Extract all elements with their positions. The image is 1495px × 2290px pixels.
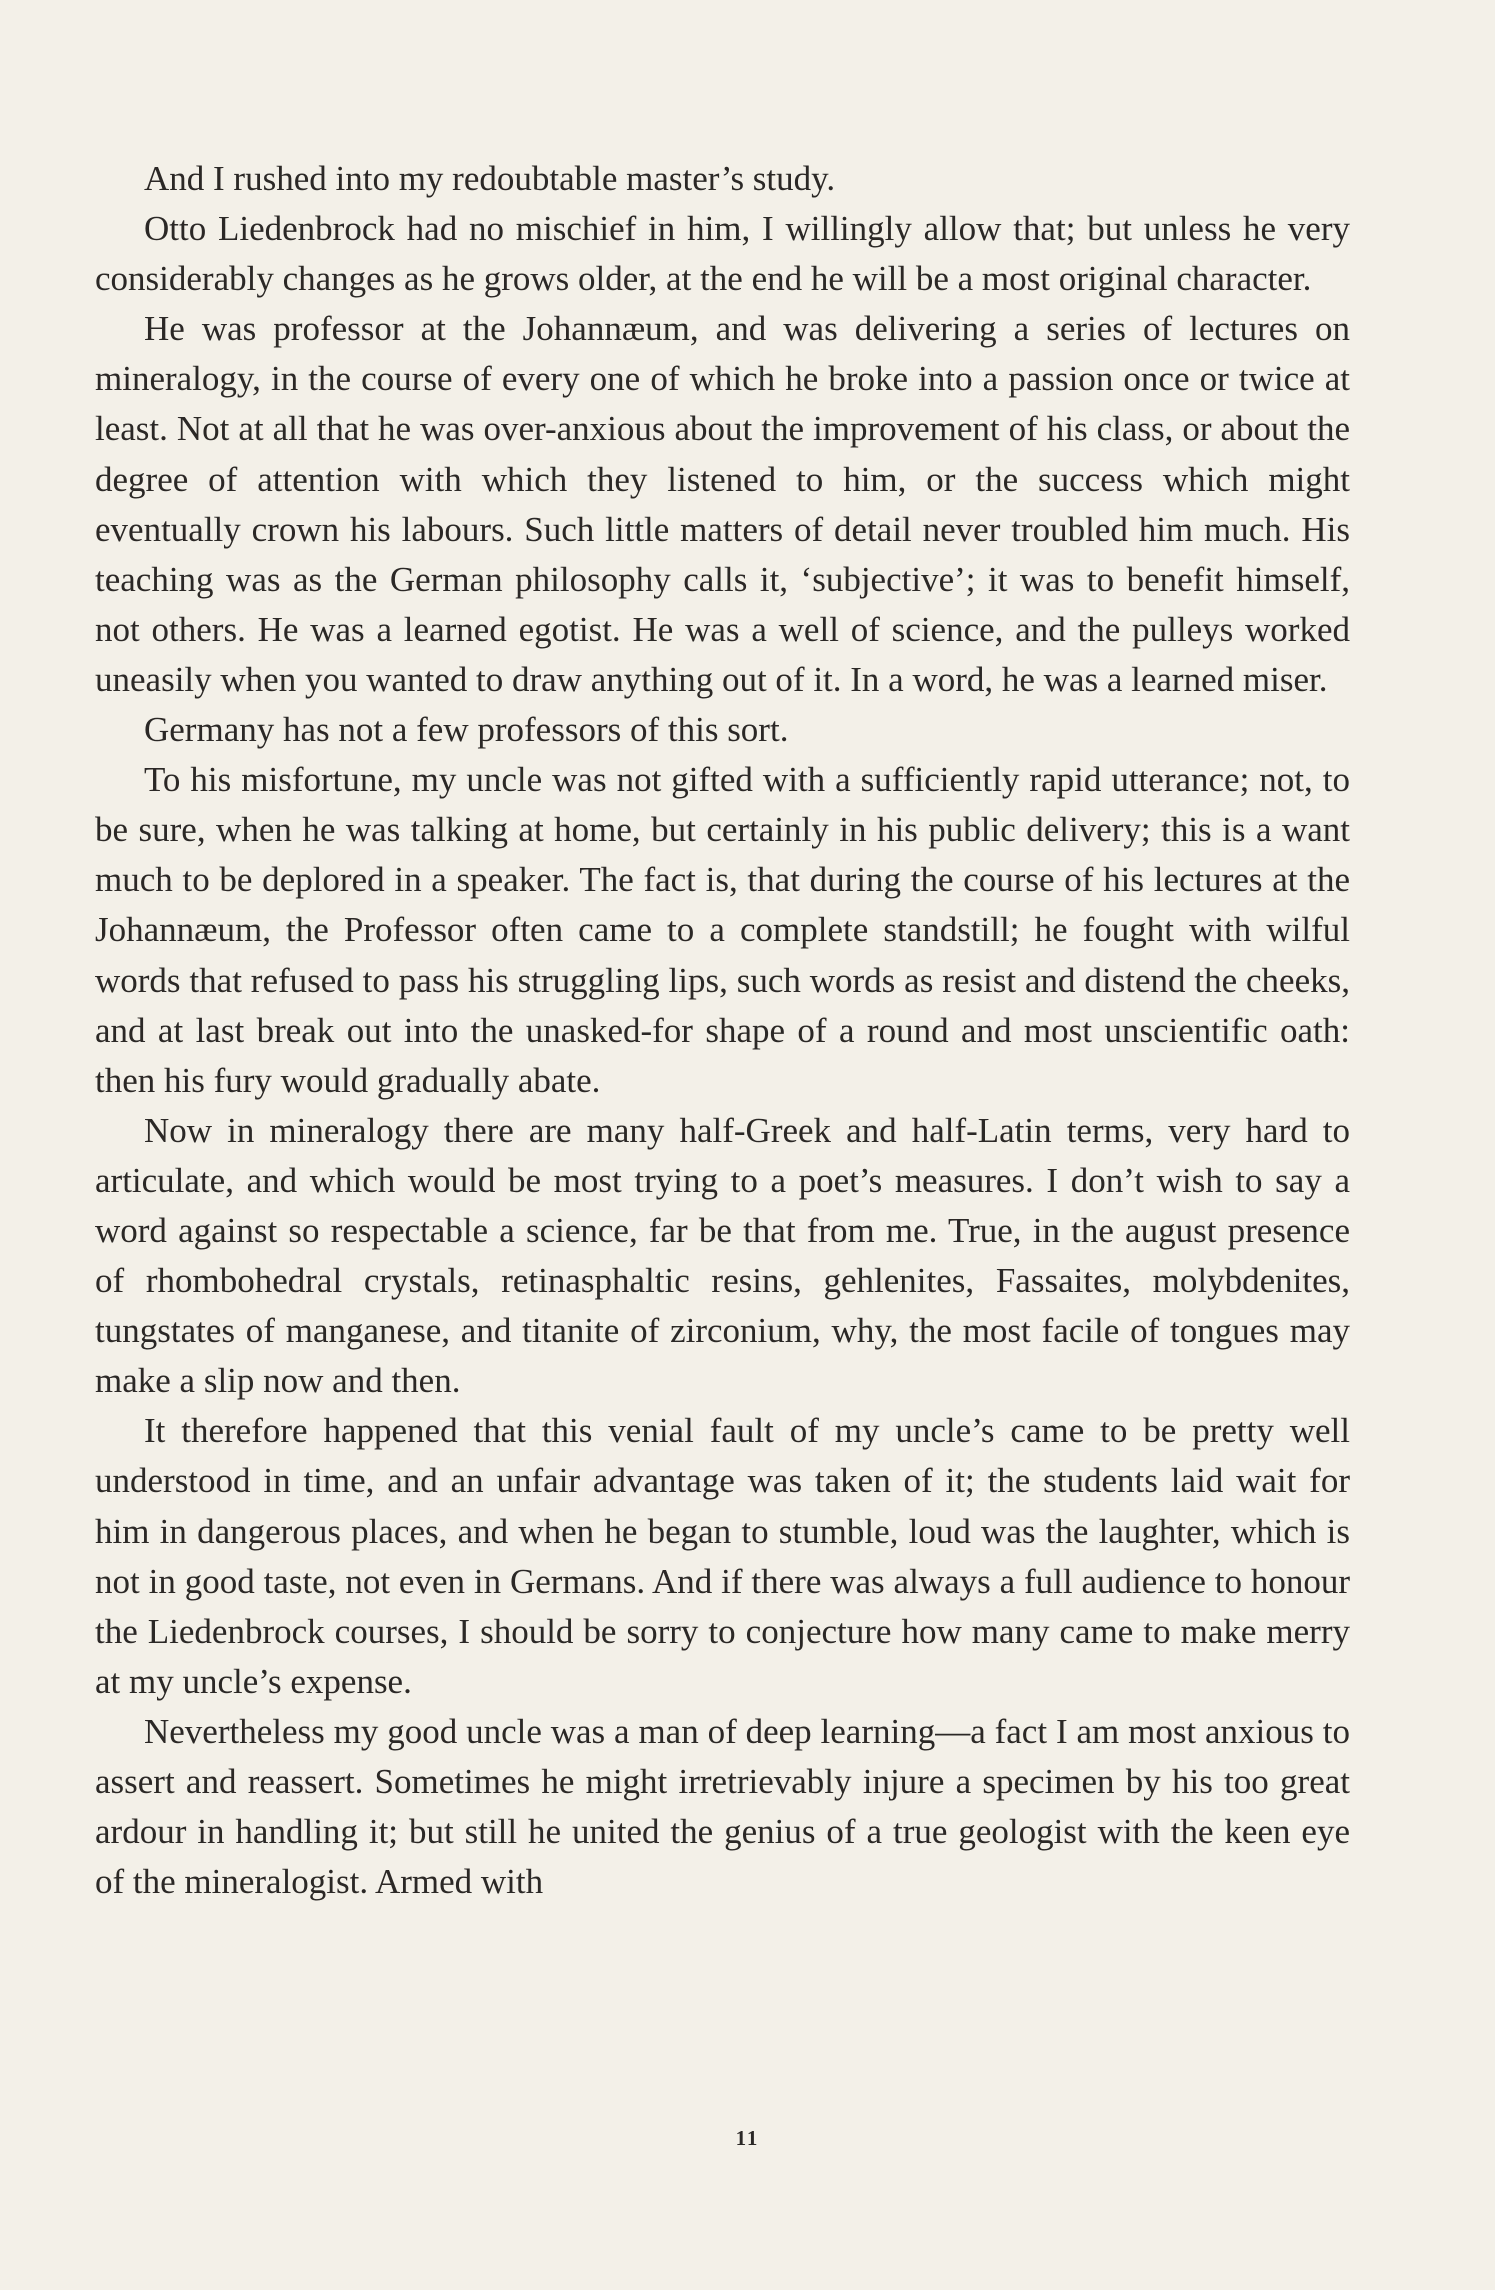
page-number: 11: [735, 2126, 760, 2150]
paragraph-2: Otto Liedenbrock had no mischief in him, I willingly allow that; but unless he very considerably changes as he grows older, at the end he will be a most original character.: [95, 209, 1350, 299]
paragraph-6: Now in mineralogy there are many half-Greek and half-Latin terms, very hard to articulate, and which would be most trying to a poet’s measures. I don’t wish to say a word against so respectable a science, far be that from me. True, in the august presence of rhombohedral crystals, retinasphaltic resins, gehlenites, Fassaites, molybdenites, tungstates of manganese, and titanite of zirconium, why, the most facile of tongues may make a slip now and then.: [95, 1110, 1350, 1401]
body-text: [95, 154, 1350, 1907]
paragraph-1: And I rushed into my redoubtable master’s study.: [144, 159, 836, 198]
paragraph-7: It therefore happened that this venial fault of my uncle’s came to be pretty well understood in time, and an unfair advantage was taken of it; the students laid wait for him in dangerous places, and when he began to stumble, loud was the laughter, which is not in good taste, not even in Germans. And if there was always a full audience to honour the Liedenbrock courses, I should be sorry to conjecture how many came to make merry at my uncle’s expense.: [95, 1411, 1350, 1701]
paragraph-3: He was professor at the Johannæum, and was delivering a series of lectures on mineralogy, in the course of every one of which he broke into a passion once or twice at least. Not at all that he was over-anxious about the improvement of his class, or about the degree of attention with which they listened to him, or the success which might eventually crown his labours. Such little matters of detail never troubled him much. His teaching was as the German philosophy calls it, ‘subjective’; it was to benefit himself, not others. He was a learned egotist. He was a well of science, and the pulleys worked uneasily when you wanted to draw anything out of it. In a word, he was a learned miser.: [95, 309, 1350, 699]
paragraph-8: Nevertheless my good uncle was a man of deep learning—a fact I am most anxious to assert and reassert. Sometimes he might irretrievably injure a specimen by his too great ardour in handling it; but still he united the genius of a true geologist with the keen eye of the mineralogist. Armed with: [95, 1711, 1350, 1902]
paragraph-5: To his misfortune, my uncle was not gifted with a sufficiently rapid utterance; not, to be sure, when he was talking at home, but certainly in his public delivery; this is a want much to be deplored in a speaker. The fact is, that during the course of his lectures at the Johannæum, the Professor often came to a complete standstill; he fought with wilful words that refused to pass his struggling lips, such words as resist and distend the cheeks, and at last break out into the unasked-for shape of a round and most unscientific oath: then his fury would gradually abate.: [95, 760, 1350, 1100]
paragraph-4: Germany has not a few professors of this sort.: [144, 710, 789, 750]
